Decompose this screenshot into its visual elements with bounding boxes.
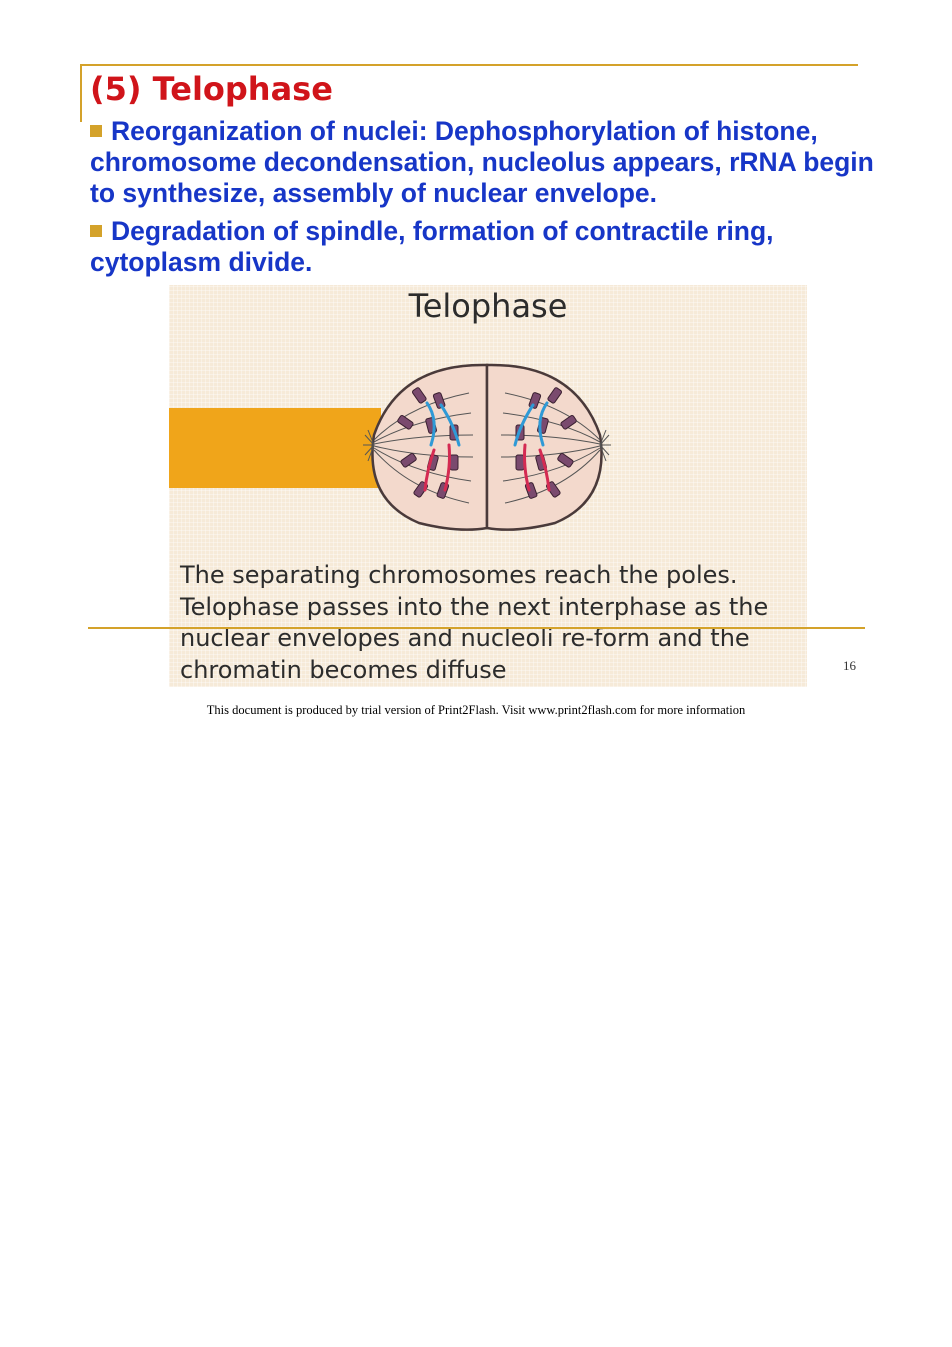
bullet-text: Degradation of spindle, formation of contractile ring, cytoplasm divide. bbox=[90, 216, 774, 277]
square-bullet-icon bbox=[90, 225, 102, 237]
page-number: 16 bbox=[843, 658, 856, 673]
trial-footer-notice: This document is produced by trial version of Print2Flash. Visit www.print2flash.com for more information bbox=[206, 703, 746, 717]
right-daughter-cell bbox=[487, 365, 602, 530]
bullet-item bbox=[90, 116, 890, 209]
slide-title: (5) Telophase bbox=[90, 70, 333, 108]
figure-caption: The separating chromosomes reach the poles. Telophase passes into the next interphase as the nuclear envelopes and nucleoli re-form and the chromatin becomes diffuse bbox=[180, 561, 769, 684]
figure-title: Telophase bbox=[408, 287, 568, 325]
left-daughter-cell bbox=[372, 365, 487, 530]
bullet-text: Reorganization of nuclei: Dephosphorylation of histone, chromosome decondensation, nucleolus appears, rRNA begin to synthesize, assembly of nuclear envelope. bbox=[90, 116, 874, 208]
orange-band bbox=[169, 408, 381, 488]
bottom-divider bbox=[88, 627, 865, 629]
bullet-list bbox=[90, 116, 890, 285]
bullet-item bbox=[90, 216, 890, 278]
left-divider bbox=[80, 64, 82, 122]
square-bullet-icon bbox=[90, 125, 102, 137]
top-divider bbox=[80, 64, 858, 66]
